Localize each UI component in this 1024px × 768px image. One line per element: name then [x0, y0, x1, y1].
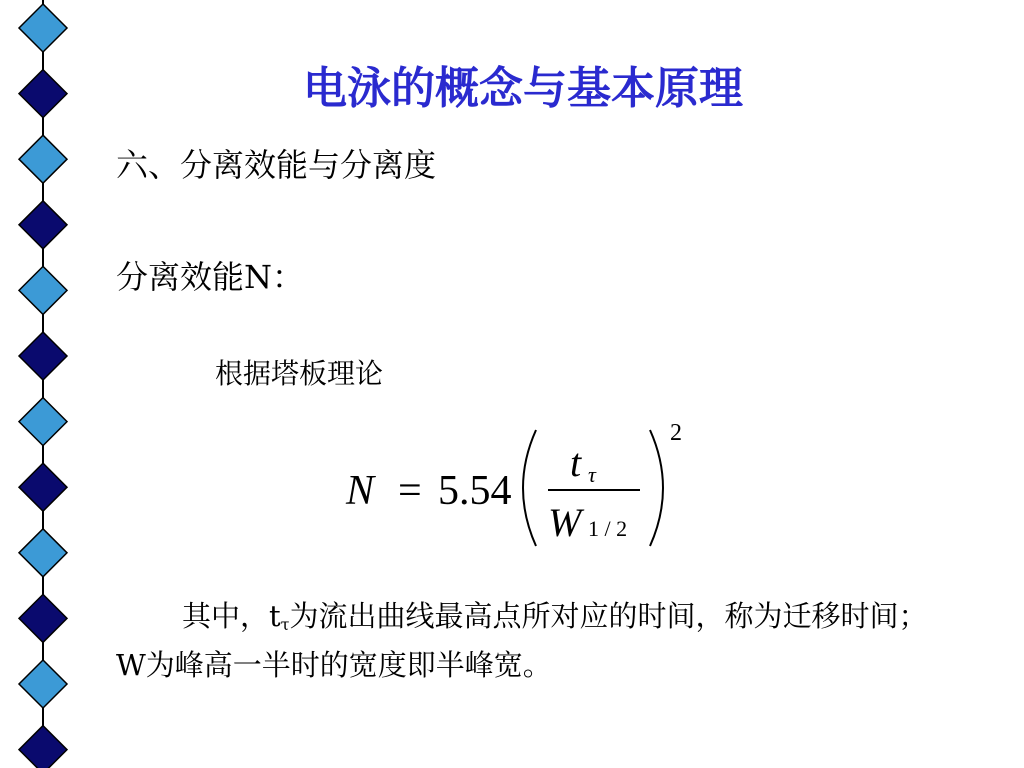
description-part2: 为流出曲线最高点所对应的时间，称为迁移时间；W为峰高一半时的宽度即半峰宽。 [116, 599, 928, 682]
plate-number-formula [338, 418, 698, 558]
slide-title: 电泳的概念与基本原理 [303, 63, 743, 114]
diamond-dark [19, 463, 67, 511]
diamond-dark [19, 201, 67, 249]
description-part1: 其中，t [182, 599, 281, 633]
formula-lhs: N [346, 468, 375, 514]
section-heading: 六、分离效能与分离度 [116, 146, 437, 184]
formula-coefficient: 5.54 [438, 468, 512, 514]
diamond-dark [19, 70, 67, 118]
diamond-light [19, 529, 67, 577]
formula-exponent: 2 [670, 420, 682, 446]
numerator-subscript: τ [588, 462, 596, 487]
diamond-light [19, 266, 67, 314]
diamond-light [19, 4, 67, 52]
diamond-light [19, 398, 67, 446]
formula-description [116, 596, 946, 685]
diamond-dark [19, 594, 67, 642]
description-subscript: τ [280, 615, 290, 634]
denominator-subscript: 1 / 2 [588, 516, 628, 541]
diamond-light [19, 135, 67, 183]
diamond-light [19, 660, 67, 708]
efficiency-label: 分离效能N： [116, 258, 305, 296]
left-parenthesis [523, 430, 536, 546]
denominator-variable: W [548, 500, 582, 545]
diamond-dark [19, 726, 67, 768]
theory-label: 根据塔板理论 [215, 357, 384, 390]
right-parenthesis [650, 430, 663, 546]
diamond-dark [19, 332, 67, 380]
formula-equals: = [398, 468, 422, 514]
numerator-variable: t [570, 440, 582, 485]
diamond-chain-decoration [0, 0, 90, 768]
